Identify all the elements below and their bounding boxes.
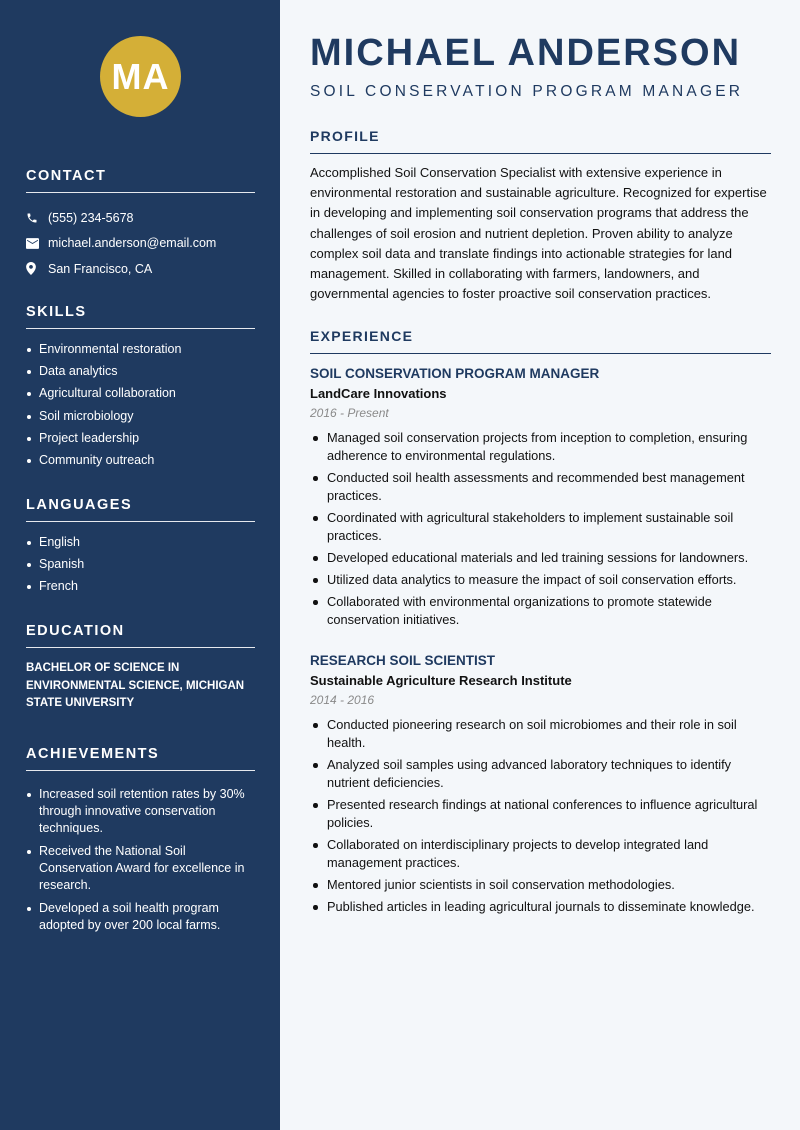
candidate-title: SOIL CONSERVATION PROGRAM MANAGER — [310, 83, 744, 100]
skills-heading: SKILLS — [26, 304, 255, 329]
skills-section — [26, 304, 255, 474]
list-item: Conducted pioneering research on soil microbiomes and their role in soil health. — [310, 716, 771, 752]
job-dates: 2014 - 2016 — [310, 693, 375, 707]
candidate-name: MICHAEL ANDERSON — [310, 32, 742, 74]
job-bullets — [310, 429, 771, 629]
sidebar — [0, 0, 280, 1130]
list-item: Mentored junior scientists in soil conservation methodologies. — [310, 876, 771, 894]
contact-phone — [26, 205, 255, 231]
list-item: Received the National Soil Conservation Award for excellence in research. — [26, 843, 255, 894]
job-entry — [310, 653, 771, 920]
list-item: Soil microbiology — [26, 408, 255, 425]
job-title: SOIL CONSERVATION PROGRAM MANAGER — [310, 366, 600, 381]
contact-location — [26, 256, 255, 282]
list-item: Project leadership — [26, 430, 255, 447]
list-item: Collaborated with environmental organizations to promote statewide conservation initiatives. — [310, 593, 771, 629]
list-item: Coordinated with agricultural stakeholders to implement sustainable soil practices. — [310, 509, 771, 545]
list-item: Environmental restoration — [26, 341, 255, 358]
list-item: Published articles in leading agricultural journals to disseminate knowledge. — [310, 898, 771, 916]
list-item: Developed a soil health program adopted by over 200 local farms. — [26, 900, 255, 934]
list-item: Increased soil retention rates by 30% through innovative conservation techniques. — [26, 786, 255, 837]
list-item: French — [26, 578, 255, 595]
experience-heading: EXPERIENCE — [310, 328, 771, 354]
mail-icon — [26, 238, 48, 249]
contact-heading: CONTACT — [26, 168, 255, 193]
email-text[interactable]: michael.anderson@email.com — [48, 236, 217, 251]
job-dates: 2016 - Present — [310, 406, 389, 420]
achievements-section — [26, 746, 255, 940]
languages-list — [26, 534, 255, 595]
languages-section — [26, 497, 255, 601]
education-degree: BACHELOR OF SCIENCE IN ENVIRONMENTAL SCIENCE, MICHIGAN STATE UNIVERSITY — [26, 662, 245, 709]
phone-icon — [26, 212, 48, 224]
list-item: Presented research findings at national conferences to influence agricultural policies. — [310, 796, 771, 832]
education-heading: EDUCATION — [26, 623, 255, 648]
phone-text[interactable]: (555) 234-5678 — [48, 210, 134, 225]
contact-email — [26, 231, 255, 257]
list-item: Managed soil conservation projects from inception to completion, ensuring adherence to environmental regulations. — [310, 429, 771, 465]
job-company: Sustainable Agriculture Research Institute — [310, 673, 572, 688]
job-title: RESEARCH SOIL SCIENTIST — [310, 653, 496, 668]
education-section — [26, 623, 255, 713]
list-item: English — [26, 534, 255, 551]
achievements-list — [26, 786, 255, 934]
profile-heading: PROFILE — [310, 128, 771, 154]
list-item: Developed educational materials and led training sessions for landowners. — [310, 549, 771, 567]
list-item: Utilized data analytics to measure the impact of soil conservation efforts. — [310, 571, 771, 589]
list-item: Analyzed soil samples using advanced laboratory techniques to identify nutrient deficiencies. — [310, 756, 771, 792]
skills-list — [26, 341, 255, 469]
languages-heading: LANGUAGES — [26, 497, 255, 522]
avatar: MA — [100, 36, 181, 117]
job-company: LandCare Innovations — [310, 386, 447, 401]
location-text: San Francisco, CA — [48, 261, 153, 276]
list-item: Agricultural collaboration — [26, 385, 255, 402]
job-entry — [310, 366, 771, 633]
list-item: Collaborated on interdisciplinary projects to develop integrated land management practices. — [310, 836, 771, 872]
profile-text: Accomplished Soil Conservation Specialist with extensive experience in environmental restoration and sustainable agriculture. Recognized for expertise in developing and implementing soil conservation programs that address the challenges of soil erosion and nutrient depletion. Proven ability to analyze complex soil data and translate findings into actionable strategies for land management. Skilled in collaborating with farmers, landowners, and governmental agencies to foster proactive soil conservation practices. — [310, 165, 767, 302]
job-bullets — [310, 716, 771, 916]
location-pin-icon — [26, 262, 48, 275]
list-item: Conducted soil health assessments and recommended best management practices. — [310, 469, 771, 505]
contact-section — [26, 168, 255, 282]
list-item: Spanish — [26, 556, 255, 573]
list-item: Data analytics — [26, 363, 255, 380]
achievements-heading: ACHIEVEMENTS — [26, 746, 255, 771]
list-item: Community outreach — [26, 452, 255, 469]
